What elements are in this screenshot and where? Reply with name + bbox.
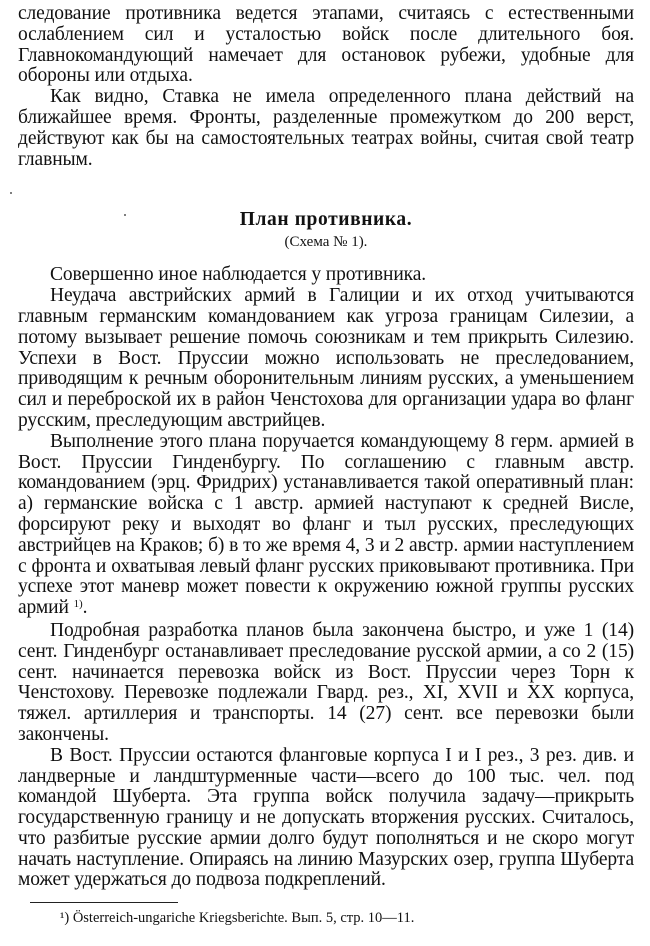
paragraph-plan-end: . (82, 597, 88, 619)
footnote (60, 908, 414, 928)
paragraph-plan (18, 432, 634, 621)
paragraph-transport: Подробная разработка планов была закончена быстро, и уже 1 (14) сент. Гинденбург останавливает преследование русской армии, а со 2 (15) сент. начинается перевозка войск из Вост. Пруссии через Торн к Ченстохову. Перевозке подлежали Гвард. рез., XI, XVII и XX корпуса, тяжел. артиллерия и транспорты. 14 (27) сент. все перевозки были закончены. (18, 619, 634, 745)
section-subtitle: (Схема № 1). (284, 234, 368, 251)
paragraph-continued: следование противника ведется этапами, считаясь с естественными ослаблением сил и усталостью войск после длительного боя. Главнокомандующий намечает для остановок рубежи, удобные для обороны или отдыха. (18, 3, 634, 87)
footnote-text: Österreich-ungariche Kriegsberichte. Вып. 5, стр. 10—11. (72, 910, 415, 926)
paragraph-plan-text: Выполнение этого плана поручается командующему 8 герм. армией в Вост. Пруссии Гинденбургу. По соглашению с главным австр. командованием (эрц. Фридрих) устанавливается такой оперативный план: а) германские войска с 1 австр. армией наступают к средней Висле, форсируют реку и выходят во фланг и тыл русских, преследующих австрийцев на Краков; б) в то же время 4, 3 и 2 австр. армии наступлением с фронта и охватывая левый фланг русских приковывают противника. При успехе этот маневр может повести к окружению южной группы русских армий (18, 430, 634, 619)
section-title: План противника. (239, 209, 413, 231)
paragraph-schubert: В Вост. Пруссии остаются фланговые корпуса I и I рез., 3 рез. див. и ландверные и ландштурменные части—всего до 100 тыс. чел. под командой Шуберта. Эта группа войск получила задачу—прикрыть государственную границу и не допускать вторжения русских. Считалось, что разбитые русские армии долго будут пополняться и не скоро могут начать наступление. Опираясь на линию Мазурских озер, группа Шуберта может удержаться до подвоза подкреплений. (18, 744, 634, 891)
footnote-mark: ¹) (60, 910, 70, 926)
footnote-divider (30, 902, 178, 903)
print-speck (124, 214, 126, 216)
footnote-reference[interactable]: 1) (73, 598, 83, 611)
print-speck (10, 192, 12, 194)
page-body (18, 4, 634, 891)
paragraph-intro: Совершенно иное наблюдается у противника. (50, 264, 427, 286)
paragraph-stavka: Как видно, Ставка не имела определенного плана действий на ближайшее время. Фронты, разделенные промежутком до 200 верст, действуют как бы на самостоятельных театрах войны, считая свой театр главным. (18, 86, 634, 170)
paragraph-failure: Неудача австрийских армий в Галиции и их отход учитываются главным германским командованием как угроза границам Силезии, а потому вызывает решение помочь союзникам и тем прикрыть Силезию. Успехи в Вост. Пруссии можно использовать не преследованием, приводящим к речным оборонительным линиям русских, а уменьшением сил и переброской их в район Ченстохова для организации удара во фланг русским, преследующим австрийцев. (18, 285, 634, 431)
